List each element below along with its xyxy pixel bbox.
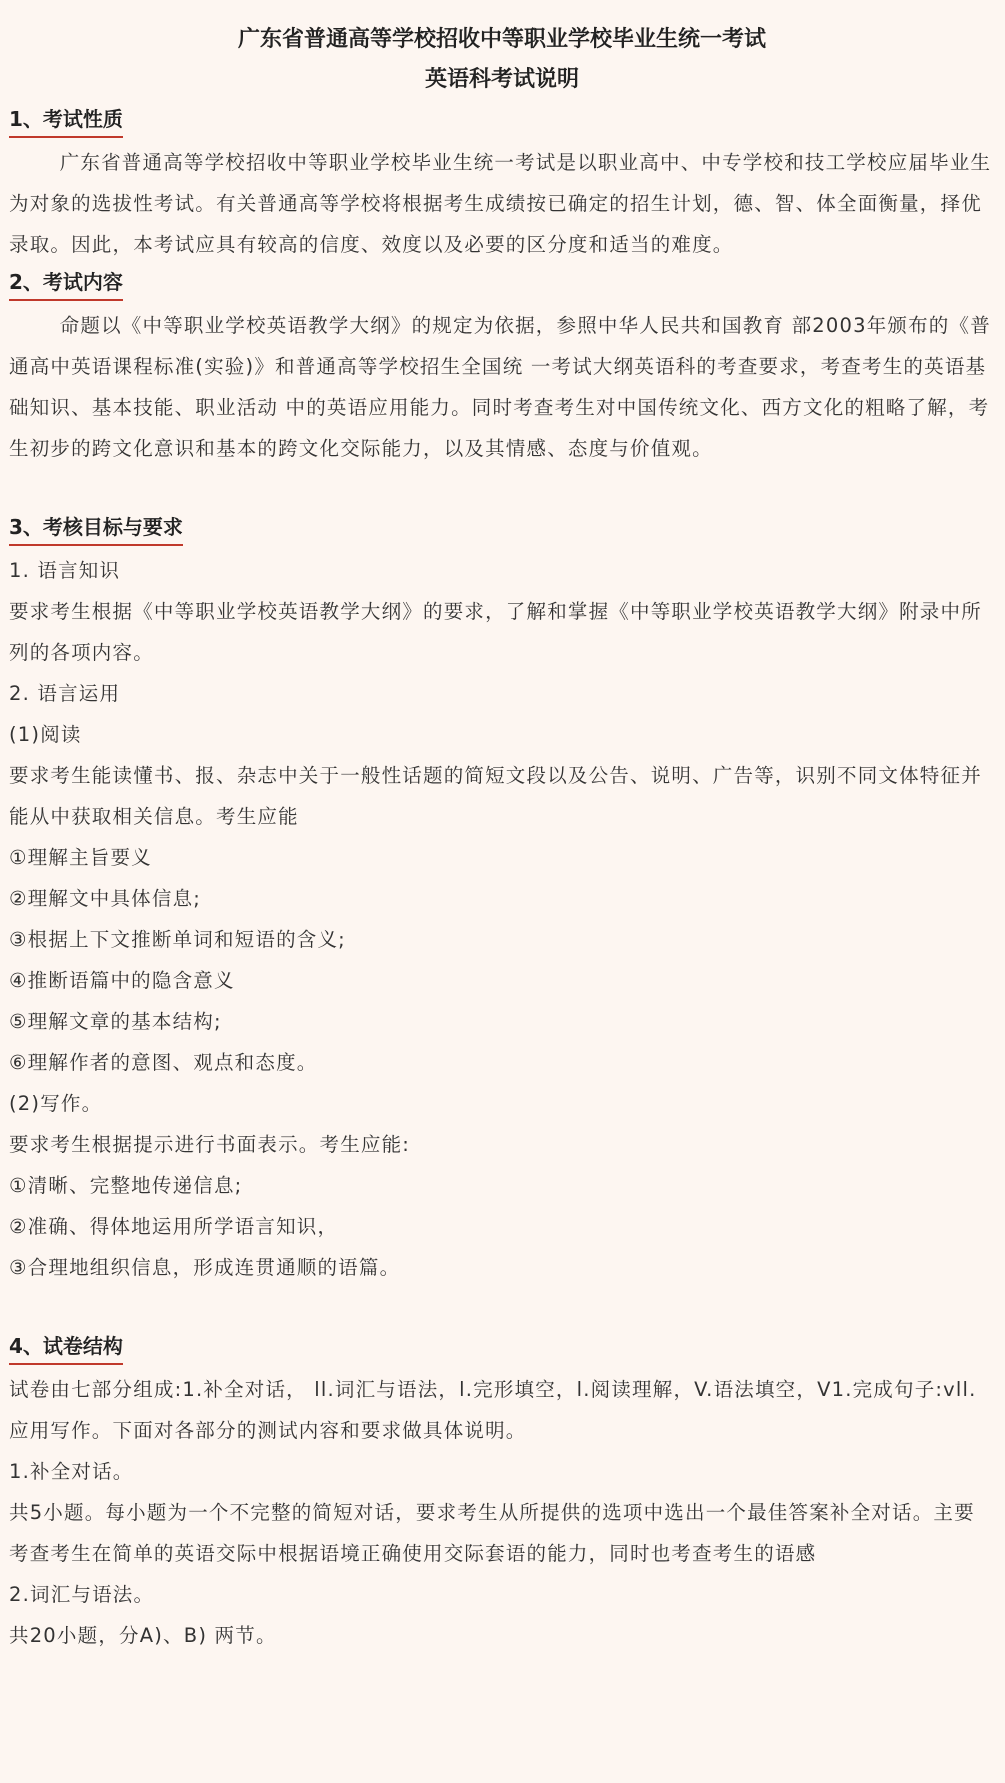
document-title-line2: 英语科考试说明	[424, 67, 579, 92]
text-line: (1)阅读	[9, 723, 82, 746]
list-item: ①理解主旨要义	[9, 846, 152, 869]
text-line: 1.补全对话。	[9, 1460, 134, 1483]
section-4-header	[9, 1329, 995, 1369]
section-heading-content: 2、考试内容	[9, 265, 123, 301]
section-heading-nature: 1、考试性质	[9, 102, 123, 138]
text-line: 2. 语言运用	[9, 682, 121, 705]
list-item: ⑤理解文章的基本结构;	[9, 1010, 222, 1033]
list-item: ②准确、得体地运用所学语言知识，	[9, 1215, 339, 1238]
text-line: 要求考生能读懂书、报、杂志中关于一般性话题的简短文段以及公告、说明、广告等，识别不同文体特征并能从中获取相关信息。考生应能	[9, 764, 982, 828]
section-2-paragraph: 命题以《中等职业学校英语教学大纲》的规定为依据，参照中华人民共和国教育 部2003年颁布的《普通高中英语课程标准(实验)》和普通高等学校招生全国统 一考试大纲英语科的考查要求，考查考生的英语基础知识、基本技能、职业活动 中的英语应用能力。同时考查考生对中国传统文化、西方文化的粗略了解，考生初步的跨文化意识和基本的跨文化交际能力，以及其情感、态度与价值观。	[9, 314, 991, 460]
section-3-body	[9, 550, 995, 1288]
text-line: 共20小题，分A)、B) 两节。	[9, 1624, 277, 1647]
spacer	[9, 1288, 995, 1329]
section-1-header	[9, 102, 995, 142]
section-3-header	[9, 510, 995, 550]
text-line: 1. 语言知识	[9, 559, 121, 582]
list-item: ②理解文中具体信息;	[9, 887, 202, 910]
spacer	[9, 469, 995, 510]
list-item: ③合理地组织信息，形成连贯通顺的语篇。	[9, 1256, 401, 1279]
document-title-line1: 广东省普通高等学校招收中等职业学校毕业生统一考试	[237, 27, 766, 52]
text-line: 2.词汇与语法。	[9, 1583, 155, 1606]
section-heading-objectives: 3、考核目标与要求	[9, 510, 183, 546]
section-4-body	[9, 1369, 995, 1656]
text-line: 试卷由七部分组成:1.补全对话， ll.词汇与语法，l.完形填空，l.阅读理解，V.语法填空，V1.完成句子:vll.应用写作。下面对各部分的测试内容和要求做具体说明。	[9, 1378, 977, 1442]
text-line: (2)写作。	[9, 1092, 103, 1115]
text-line: 要求考生根据提示进行书面表示。考生应能:	[9, 1133, 411, 1156]
list-item: ③根据上下文推断单词和短语的含义;	[9, 928, 346, 951]
section-heading-structure: 4、试卷结构	[9, 1329, 123, 1365]
section-1-paragraph: 广东省普通高等学校招收中等职业学校毕业生统一考试是以职业高中、中专学校和技工学校应届毕业生为对象的选拔性考试。有关普通高等学校将根据考生成绩按已确定的招生计划，德、智、体全面衡量，择优录取。因此，本考试应具有较高的信度、效度以及必要的区分度和适当的难度。	[9, 151, 992, 256]
text-line: 共5小题。每小题为一个不完整的简短对话，要求考生从所提供的选项中选出一个最佳答案补全对话。主要考查考生在简单的英语交际中根据语境正确使用交际套语的能力，同时也考查考生的语感	[9, 1501, 975, 1565]
section-2-header	[9, 265, 995, 305]
list-item: ④推断语篇中的隐含意义	[9, 969, 235, 992]
list-item: ①清晰、完整地传递信息;	[9, 1174, 243, 1197]
list-item: ⑥理解作者的意图、观点和态度。	[9, 1051, 318, 1074]
text-line: 要求考生根据《中等职业学校英语教学大纲》的要求，了解和掌握《中等职业学校英语教学大纲》附录中所列的各项内容。	[9, 600, 982, 664]
